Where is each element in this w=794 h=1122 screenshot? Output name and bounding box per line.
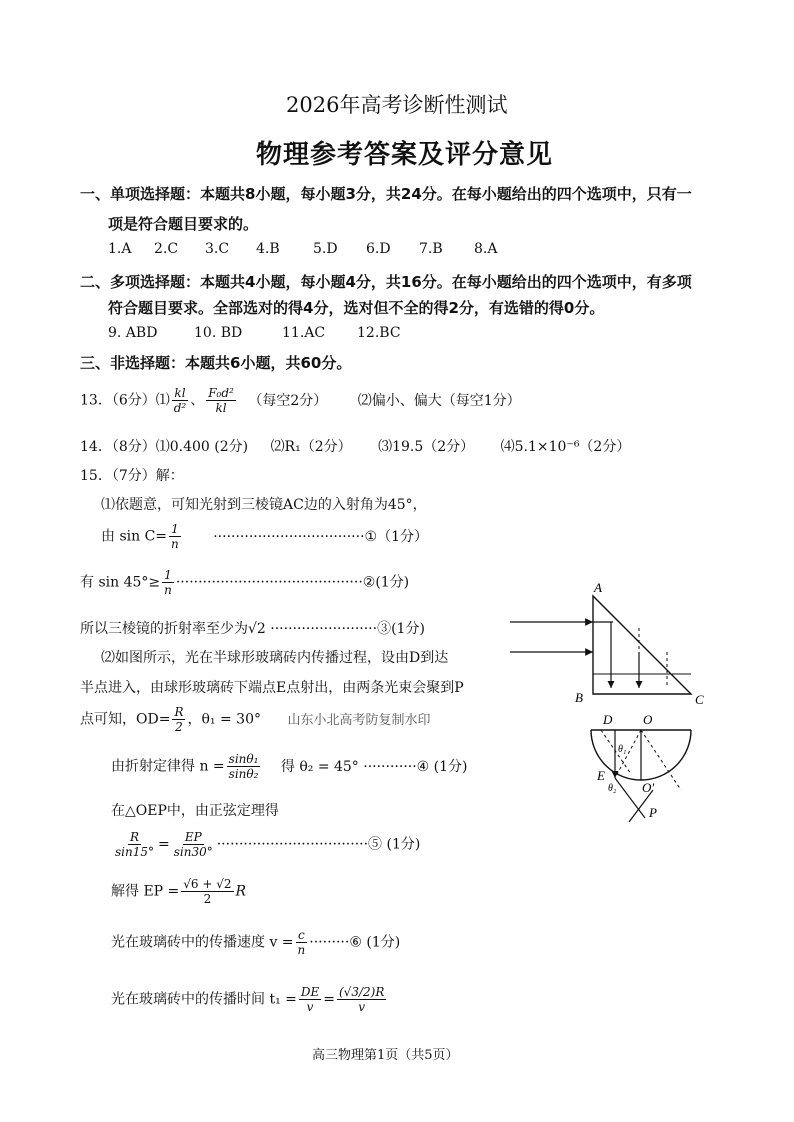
q15-line-4: 所以三棱镜的折射率至少为√2 ························③(1分) xyxy=(80,621,425,637)
answer-5: 5.D xyxy=(313,241,338,257)
q13-answer xyxy=(80,386,521,415)
answer-7: 7.B xyxy=(419,241,443,257)
q14-answer xyxy=(80,436,630,456)
q15-line-1: ⑴依题意，可知光射到三棱镜AC边的入射角为45°， xyxy=(101,497,427,513)
q15-line-11: 解得 EP = $\frac{√6 + √2}{2}$ R xyxy=(111,877,247,906)
answer-4: 4.B xyxy=(256,241,280,257)
q15-line-12: 光在玻璃砖中的传播速度 v = $\frac{c}{n}$ ·········⑥ (1分) xyxy=(111,928,401,957)
exit-ray-e-to-p xyxy=(615,778,645,818)
answer-1: 1.A xyxy=(108,241,132,257)
q15-label: 15．（7分）解： xyxy=(80,468,184,484)
section-2-heading-cont: 符合题目要求。全部选对的得4分，选对但不全的得2分，有选错的得0分。 xyxy=(108,299,605,317)
q15-line-6: 半点进入，由球形玻璃砖下端点E点射出，由两条光束会聚到P xyxy=(80,680,464,696)
dashed-left xyxy=(601,730,631,774)
q15-line-2: 由 sin C= $\frac{1}{n}$ ··································①（1分） xyxy=(101,522,428,551)
q14-part-3: ⑶19.5（2分） xyxy=(378,439,475,455)
q14-part-1: ⑴0.400 (2分) xyxy=(155,439,249,455)
q13-fraction-1: $\frac{kl}{\text{d²}}$ xyxy=(173,386,187,415)
q13-separator: 、 xyxy=(190,392,205,409)
q13-fraction-2: $\frac{\text{F₀d²}}{kl}$ xyxy=(208,386,234,415)
section-2-heading: 二、多项选择题：本题共4小题，每小题4分，共16分。在每小题给出的四个选项中，有多项 xyxy=(80,273,692,291)
answer-8: 8.A xyxy=(474,241,498,257)
q15-line-9: 在△OEP中，由正弦定理得 xyxy=(111,803,279,819)
label-theta1: θ₁ xyxy=(618,744,627,755)
answer-9: 9. ABD xyxy=(108,325,158,341)
section-1-heading-cont: 项是符合题目要求的。 xyxy=(108,215,259,233)
q14-part-4: ⑷5.1×10⁻⁶（2分） xyxy=(500,439,631,455)
exam-title: 2026年高考诊断性测试 xyxy=(286,93,508,117)
section-3-heading: 三、非选择题：本题共6小题，共60分。 xyxy=(80,354,352,372)
page-footer: 高三物理第1页（共5页） xyxy=(312,1048,459,1063)
q14-part-2: ⑵R₁（2分） xyxy=(270,439,352,455)
q15-line-3: 有 sin 45°≥ $\frac{1}{n}$ ··········································②(1分) xyxy=(80,568,410,597)
q13-part-2: ⑵偏小、偏大（每空1分） xyxy=(357,392,521,409)
label-O-prime: O′ xyxy=(642,780,655,795)
label-A: A xyxy=(594,580,602,595)
label-theta2: θ₂ xyxy=(608,783,617,794)
answer-12: 12.BC xyxy=(357,325,401,341)
answer-3: 3.C xyxy=(205,241,230,257)
label-E: E xyxy=(597,768,605,783)
label-C: C xyxy=(695,692,704,707)
prism xyxy=(593,596,691,694)
optics-diagram xyxy=(505,580,735,825)
q13-label: 13．（6分）⑴ xyxy=(80,392,170,409)
answer-2: 2.C xyxy=(154,241,179,257)
label-O: O xyxy=(643,712,653,727)
q15-line-7: 点可知，OD= $\frac{R}{2}$ ，θ₁ = 30° 山东小北高考防复制水印 xyxy=(80,705,431,734)
q15-line-8: 由折射定律得 n = $\frac{\text{sinθ₁}}{\text{sinθ₂}}$ 得 θ₂ = 45° ············④ (1分) xyxy=(111,752,468,781)
answer-10: 10. BD xyxy=(194,325,243,341)
q15-line-5: ⑵如图所示，光在半球形玻璃砖内传播过程，设由D到达 xyxy=(101,650,449,666)
page-title: 物理参考答案及评分意见 xyxy=(256,140,554,170)
q13-points-1: （每空2分） xyxy=(248,392,328,409)
section-1-heading: 一、单项选择题：本题共8小题，每小题3分，共24分。在每小题给出的四个选项中，只有一 xyxy=(80,185,692,203)
q15-line-13: 光在玻璃砖中的传播时间 t₁ = $\frac{DE}{v}$ = $\frac{(√3/2)R}{v}$ xyxy=(111,985,385,1014)
label-B: B xyxy=(575,690,583,705)
answer-6: 6.D xyxy=(366,241,391,257)
q14-label: 14．（8分） xyxy=(80,439,156,455)
watermark-text: 山东小北高考防复制水印 xyxy=(287,712,431,728)
label-D: D xyxy=(603,712,613,727)
q15-line-10: $\frac{R}{\sin 15^\circ}$ = $\frac{EP}{\sin 30^\circ}$ ··································⑤ (1分) xyxy=(115,830,421,859)
label-P: P xyxy=(649,805,657,820)
answer-11: 11.AC xyxy=(282,325,326,341)
